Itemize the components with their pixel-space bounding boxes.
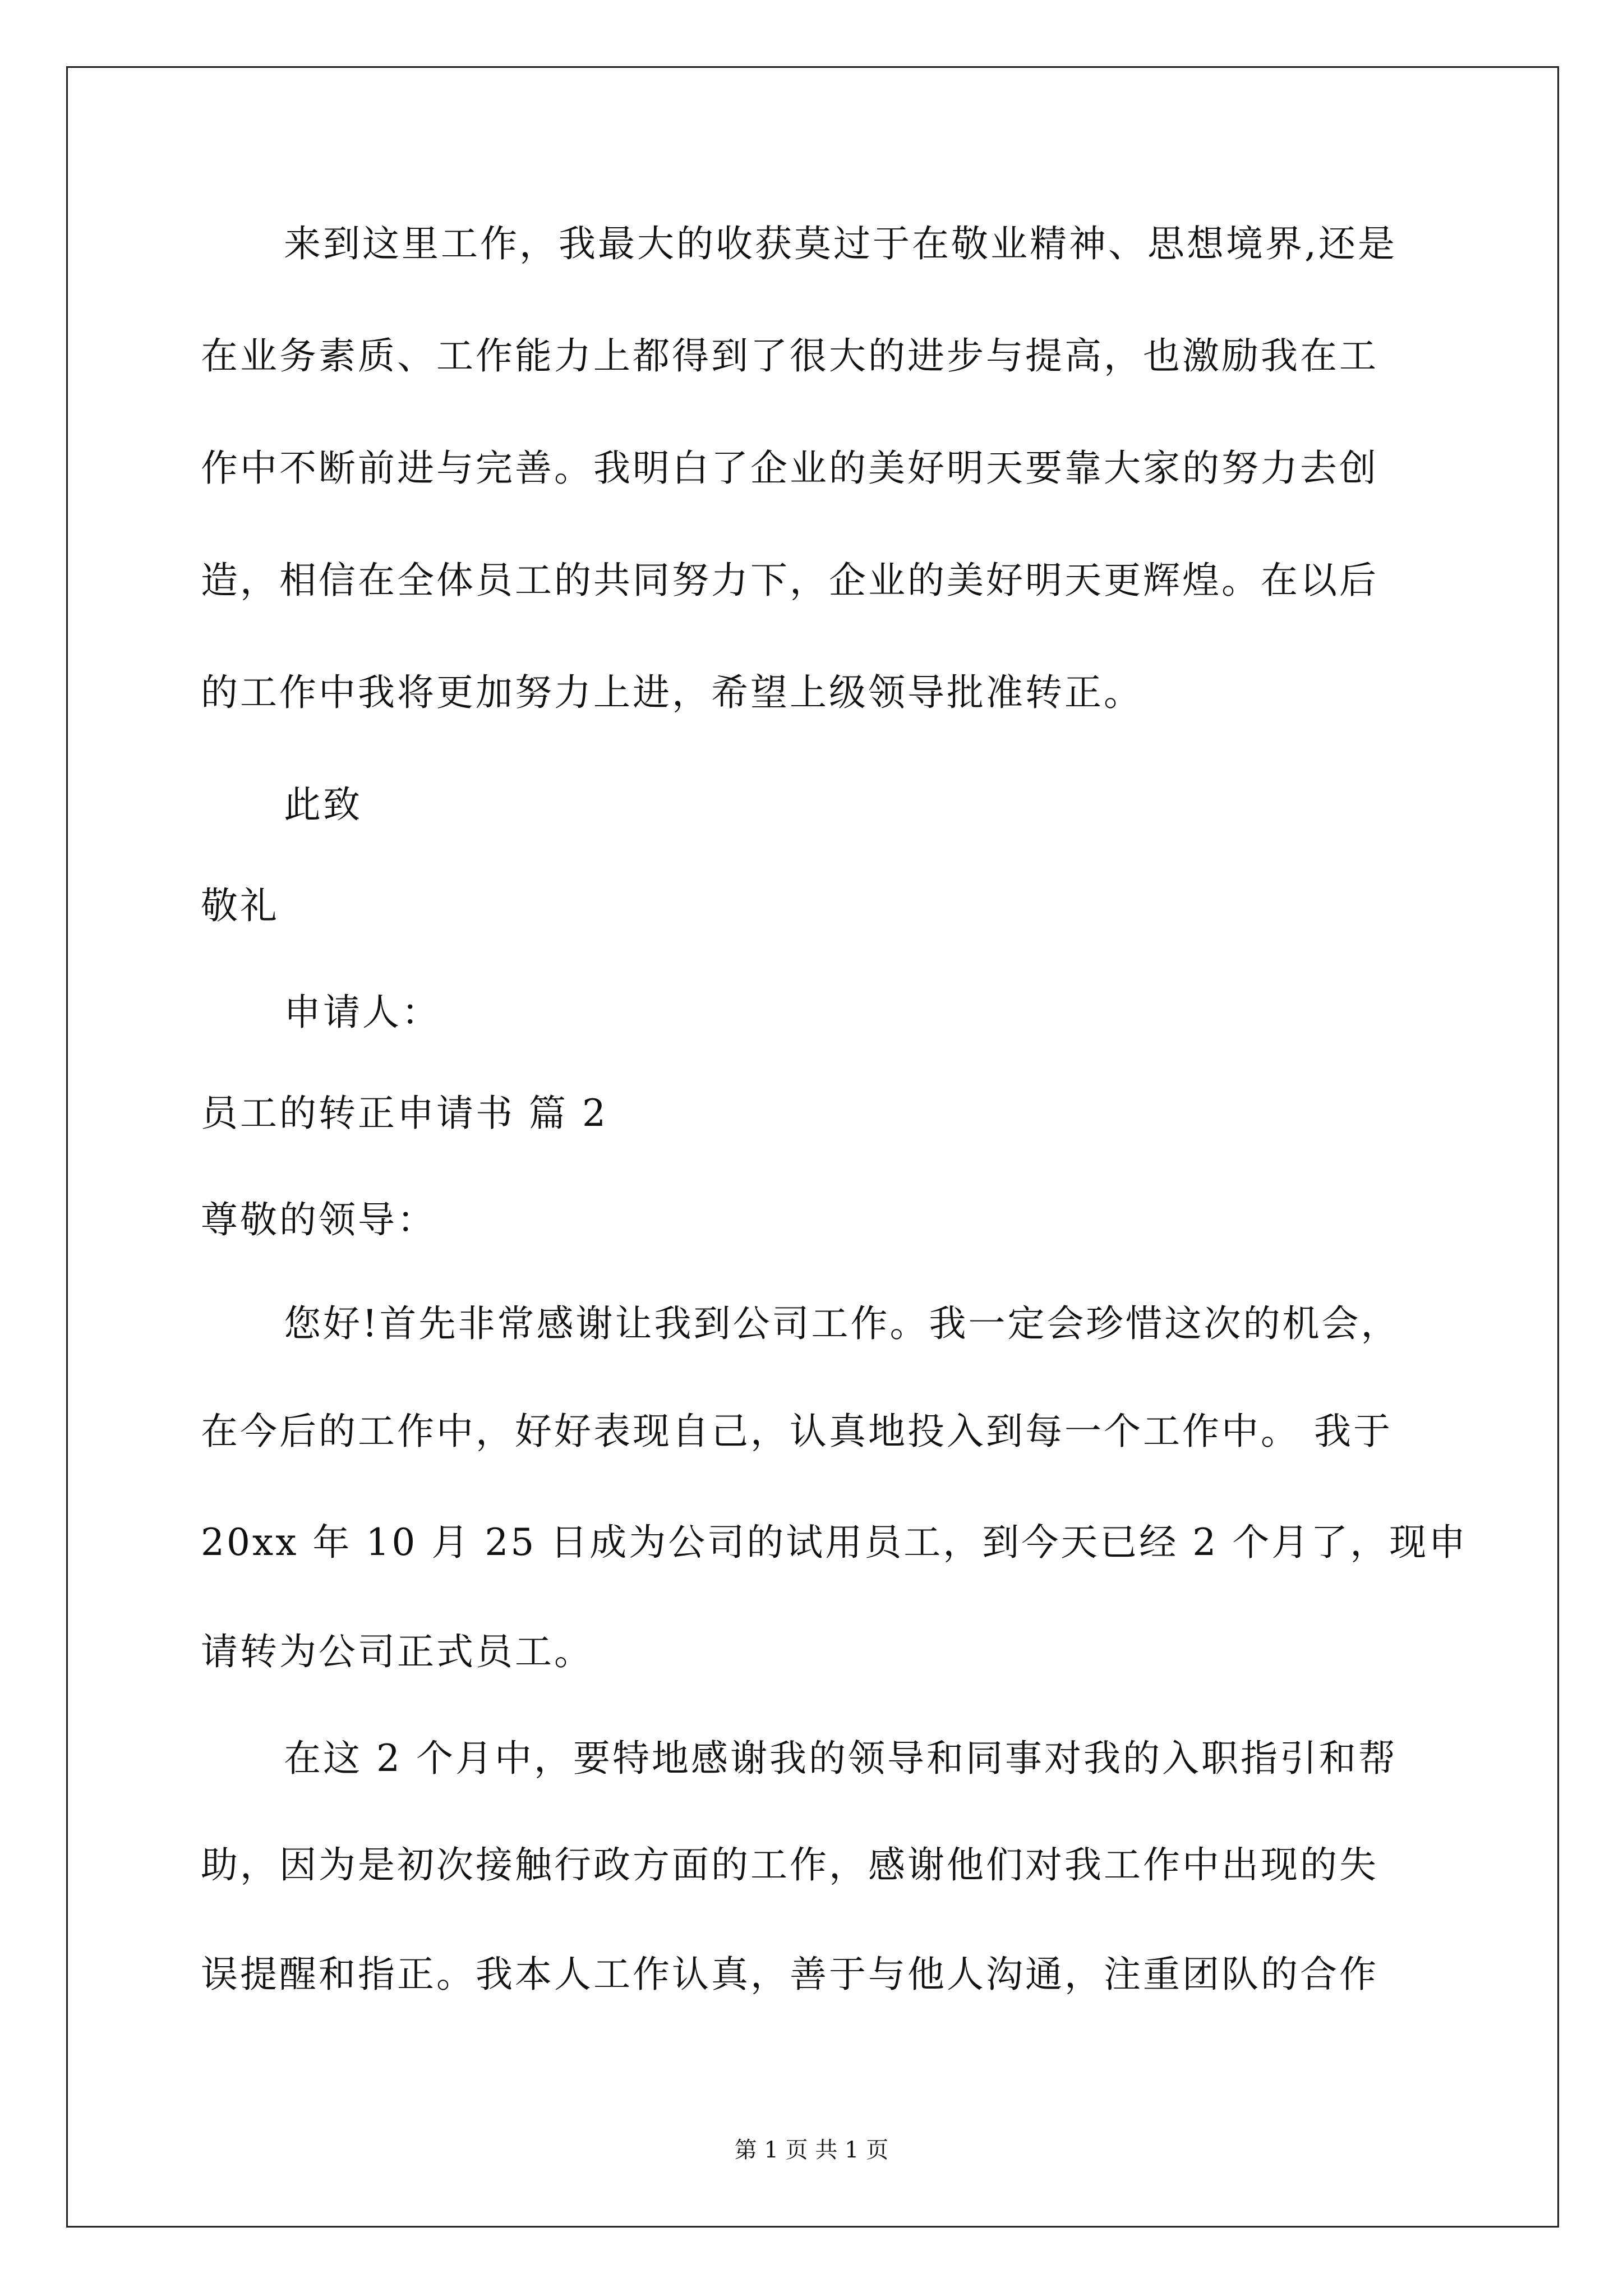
page-border [66,66,1559,2228]
paragraph-line: 来到这里工作，我最大的收获莫过于在敬业精神、思想境界,还是 [284,222,1397,265]
paragraph-line: 您好!首先非常感谢让我到公司工作。我一定会珍惜这次的机会， [284,1302,1400,1345]
closing-salutation: 此致 [284,783,362,826]
paragraph-line: 助，因为是初次接触行政方面的工作，感谢他们对我工作中出现的失 [201,1843,1378,1887]
greeting: 尊敬的领导： [201,1198,436,1241]
closing-regards: 敬礼 [201,884,279,927]
paragraph-line: 作中不断前进与完善。我明白了企业的美好明天要靠大家的努力去创 [201,447,1378,490]
paragraph-line: 请转为公司正式员工。 [201,1630,593,1673]
paragraph-line: 造，相信在全体员工的共同努力下，企业的美好明天更辉煌。在以后 [201,559,1378,602]
paragraph-line: 在业务素质、工作能力上都得到了很大的进步与提高，也激励我在工 [201,334,1378,378]
page-number-footer: 第 1 页 共 1 页 [734,2137,889,2163]
paragraph-line: 在这 2 个月中，要特地感谢我的领导和同事对我的入职指引和帮 [284,1737,1398,1780]
applicant-label: 申请人： [284,991,441,1034]
paragraph-line: 在今后的工作中，好好表现自己，认真地投入到每一个工作中。 我于 [201,1410,1393,1453]
paragraph-line: 20xx 年 10 月 25 日成为公司的试用员工，到今天已经 2 个月了，现申 [201,1521,1468,1564]
paragraph-line: 误提醒和指正。我本人工作认真，善于与他人沟通，注重团队的合作 [201,1953,1378,1996]
section-title: 员工的转正申请书 篇 2 [201,1092,608,1135]
paragraph-line: 的工作中我将更加努力上进，希望上级领导批准转正。 [201,671,1143,714]
